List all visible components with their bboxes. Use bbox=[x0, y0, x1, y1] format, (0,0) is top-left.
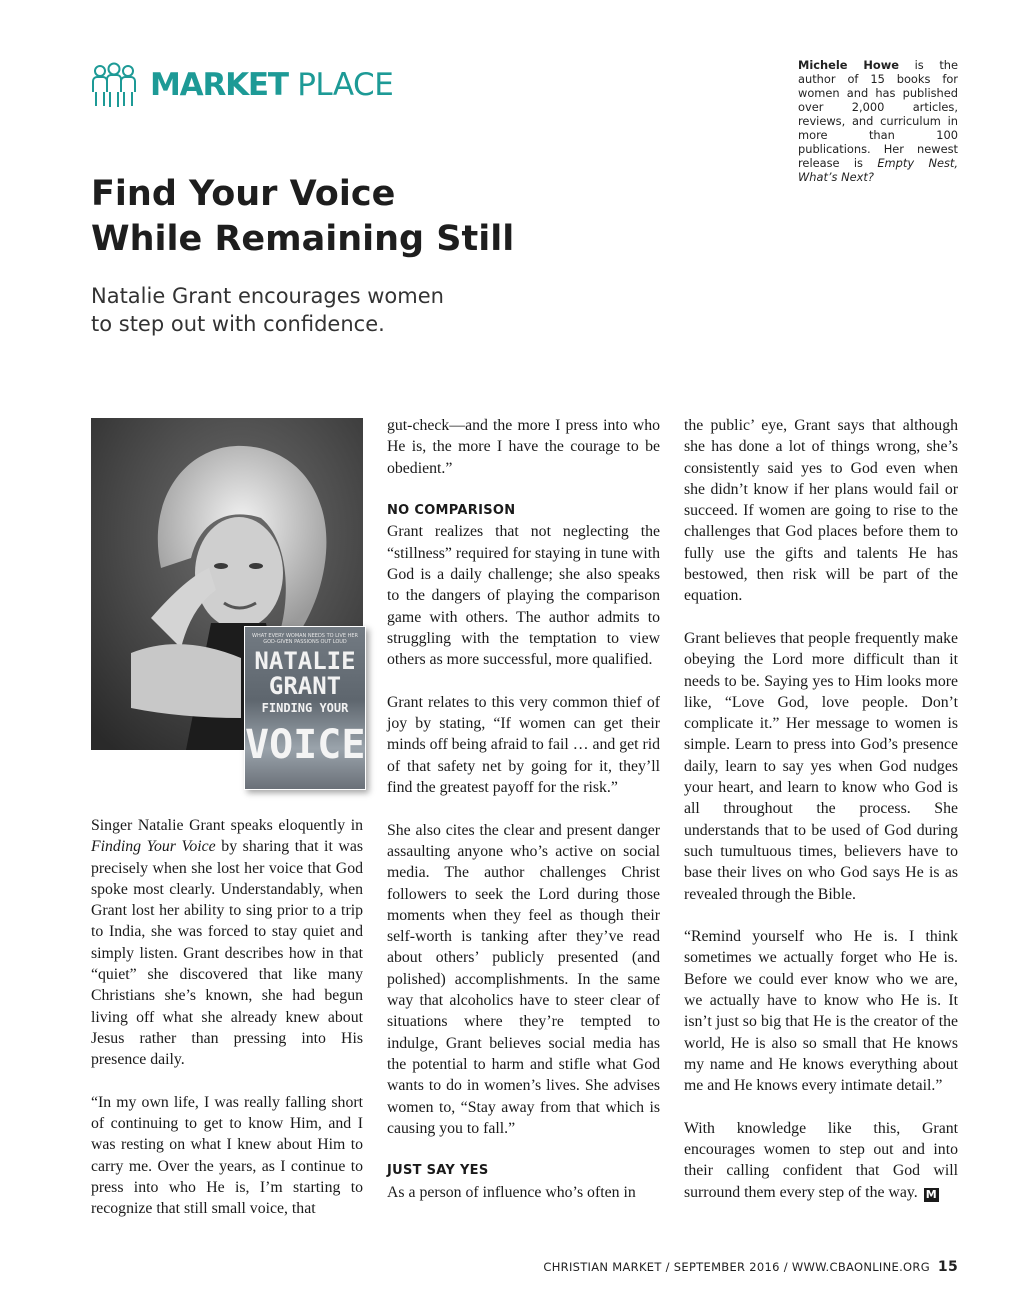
article-column-3 bbox=[684, 415, 958, 1203]
paragraph-text: by sharing that it was precisely when she lost her voice that God spoke most clearly. Understandably, when Grant lost her ability to sing prior to a trip to India, she was forced to stay quiet and simply listen. Grant describes how in that “quiet” she discovered that like many Christians she’s known, she had begun living off what she already knew about Jesus rather than pressing into His presence daily. bbox=[91, 838, 363, 1069]
paragraph: “In my own life, I was really falling short of continuing to get to know Him, and I was resting on what I knew about Him to carry me. Over the years, as I continue to press into who He is, I’m starting to recognize that still small voice, that bbox=[91, 1093, 363, 1218]
book-cover-author-first: NATALIE bbox=[254, 647, 356, 675]
section-word-market: MARKET bbox=[150, 67, 288, 103]
book-cover-title-top: FINDING YOUR bbox=[261, 701, 349, 715]
article-column-2 bbox=[387, 415, 660, 1203]
author-latest-book: Empty Nest, What’s Next? bbox=[798, 156, 958, 184]
section-name bbox=[150, 67, 393, 103]
paragraph: Grant realizes that not neglecting the “stillness” required for staying in tune with God is a daily challenge; she also speaks to the dangers of playing the comparison game with others. The author admits to struggling with the temptation to view others as more successful, more qualified. bbox=[387, 523, 660, 669]
page-footer bbox=[520, 1259, 958, 1275]
magazine-endmark-icon: M bbox=[924, 1188, 939, 1202]
paragraph: As a person of influence who’s often in bbox=[387, 1183, 636, 1201]
paragraph: Grant relates to this very common thief of joy by stating, “If women can get their minds off being afraid to fail … and get rid of that safety net by going for it, they’ll find the greatest payoff for the risk.” bbox=[387, 693, 661, 797]
people-group-icon bbox=[90, 62, 138, 108]
paragraph-text: With knowledge like this, Grant encourages women to step out and into their calling confident that God will surround them every step of the way. bbox=[684, 1119, 958, 1201]
article-title bbox=[91, 172, 611, 262]
section-word-place: PLACE bbox=[297, 67, 394, 103]
book-cover-author-last: GRANT bbox=[268, 672, 342, 700]
section-heading-no-comparison: NO COMPARISON bbox=[387, 503, 516, 519]
author-bio-text: is the author of 15 books for women and has published over 2,000 articles, reviews, and curriculum in more than 100 publications. Her newest release is bbox=[798, 58, 959, 170]
article-subtitle-line-2: to step out with confidence. bbox=[91, 312, 385, 336]
paragraph bbox=[91, 815, 363, 1071]
paragraph: gut-check—and the more I press into who He is, the more I have the courage to be obedient.” bbox=[387, 417, 660, 477]
section-heading-just-say-yes: JUST SAY YES bbox=[387, 1163, 489, 1179]
article-column-1 bbox=[91, 815, 363, 1220]
book-title-inline: Finding Your Voice bbox=[91, 838, 216, 856]
paragraph bbox=[684, 1118, 958, 1203]
article-subtitle-line-1: Natalie Grant encourages women bbox=[91, 284, 444, 308]
book-cover-title-voice: VOICE bbox=[245, 722, 366, 768]
book-cover-tagline: WHAT EVERY WOMAN NEEDS TO LIVE HER GOD-GIVEN PASSIONS OUT LOUD bbox=[252, 633, 358, 645]
paragraph: She also cites the clear and present danger assaulting anyone who’s active on social media. The author challenges Christ followers to seek the Lord during those moments when they feel as though their self-worth is tanking after they’ve read about others’ publicly presented (and polished) accomplishments. In the same way that alcoholics have to steer clear of situations where they’re tempted to indulge, Grant believes social media has the potential to harm and stifle what God wants to do in women’s lives. She advises women to, “Stay away from that which is causing you to fall.” bbox=[387, 821, 660, 1137]
paragraph: the public’ eye, Grant says that although she has done a lot of things wrong, she’s consistently said yes to God even when she didn’t know if her plans would fail or succeed. If women are going to rise to the challenges that God places before them to fully use the gifts and talents He has bestowed, then risk will be part of the equation. bbox=[684, 417, 958, 605]
article-title-line-2: While Remaining Still bbox=[91, 219, 515, 259]
market-place-logo bbox=[90, 62, 393, 108]
article-subtitle bbox=[91, 282, 611, 338]
article-title-line-1: Find Your Voice bbox=[91, 174, 396, 214]
book-cover-author bbox=[245, 649, 365, 699]
paragraph: “Remind yourself who He is. I think sometimes we actually forget who He is. Before we could ever know who we are, we actually have to know who He is. It isn’t just so big that He is the creator of the world, He is also so small that He knows my name and He knows everything about me and He knows every intimate detail.” bbox=[684, 928, 958, 1095]
author-bio bbox=[798, 58, 958, 184]
footer-publication: CHRISTIAN MARKET / SEPTEMBER 2016 / WWW.CBAONLINE.ORG bbox=[543, 1260, 930, 1274]
book-cover-finding-your-voice bbox=[244, 626, 366, 790]
paragraph: Grant believes that people frequently make obeying the Lord more difficult than it needs to be. Saying yes to Him looks more like, “Love God, love people. Don’t complicate it.” Her message to women is simple. Learn to press into God’s presence daily, learn to say yes when God nudges your heart, and learn to know who God is all throughout the process. She understands that to be used of God during such tumultuous times, believers have to base their lives on who God says He is as revealed through the Bible. bbox=[684, 629, 958, 903]
author-name: Michele Howe bbox=[798, 58, 900, 72]
paragraph-text: Singer Natalie Grant speaks eloquently in bbox=[91, 817, 363, 834]
page-number: 15 bbox=[937, 1259, 958, 1275]
